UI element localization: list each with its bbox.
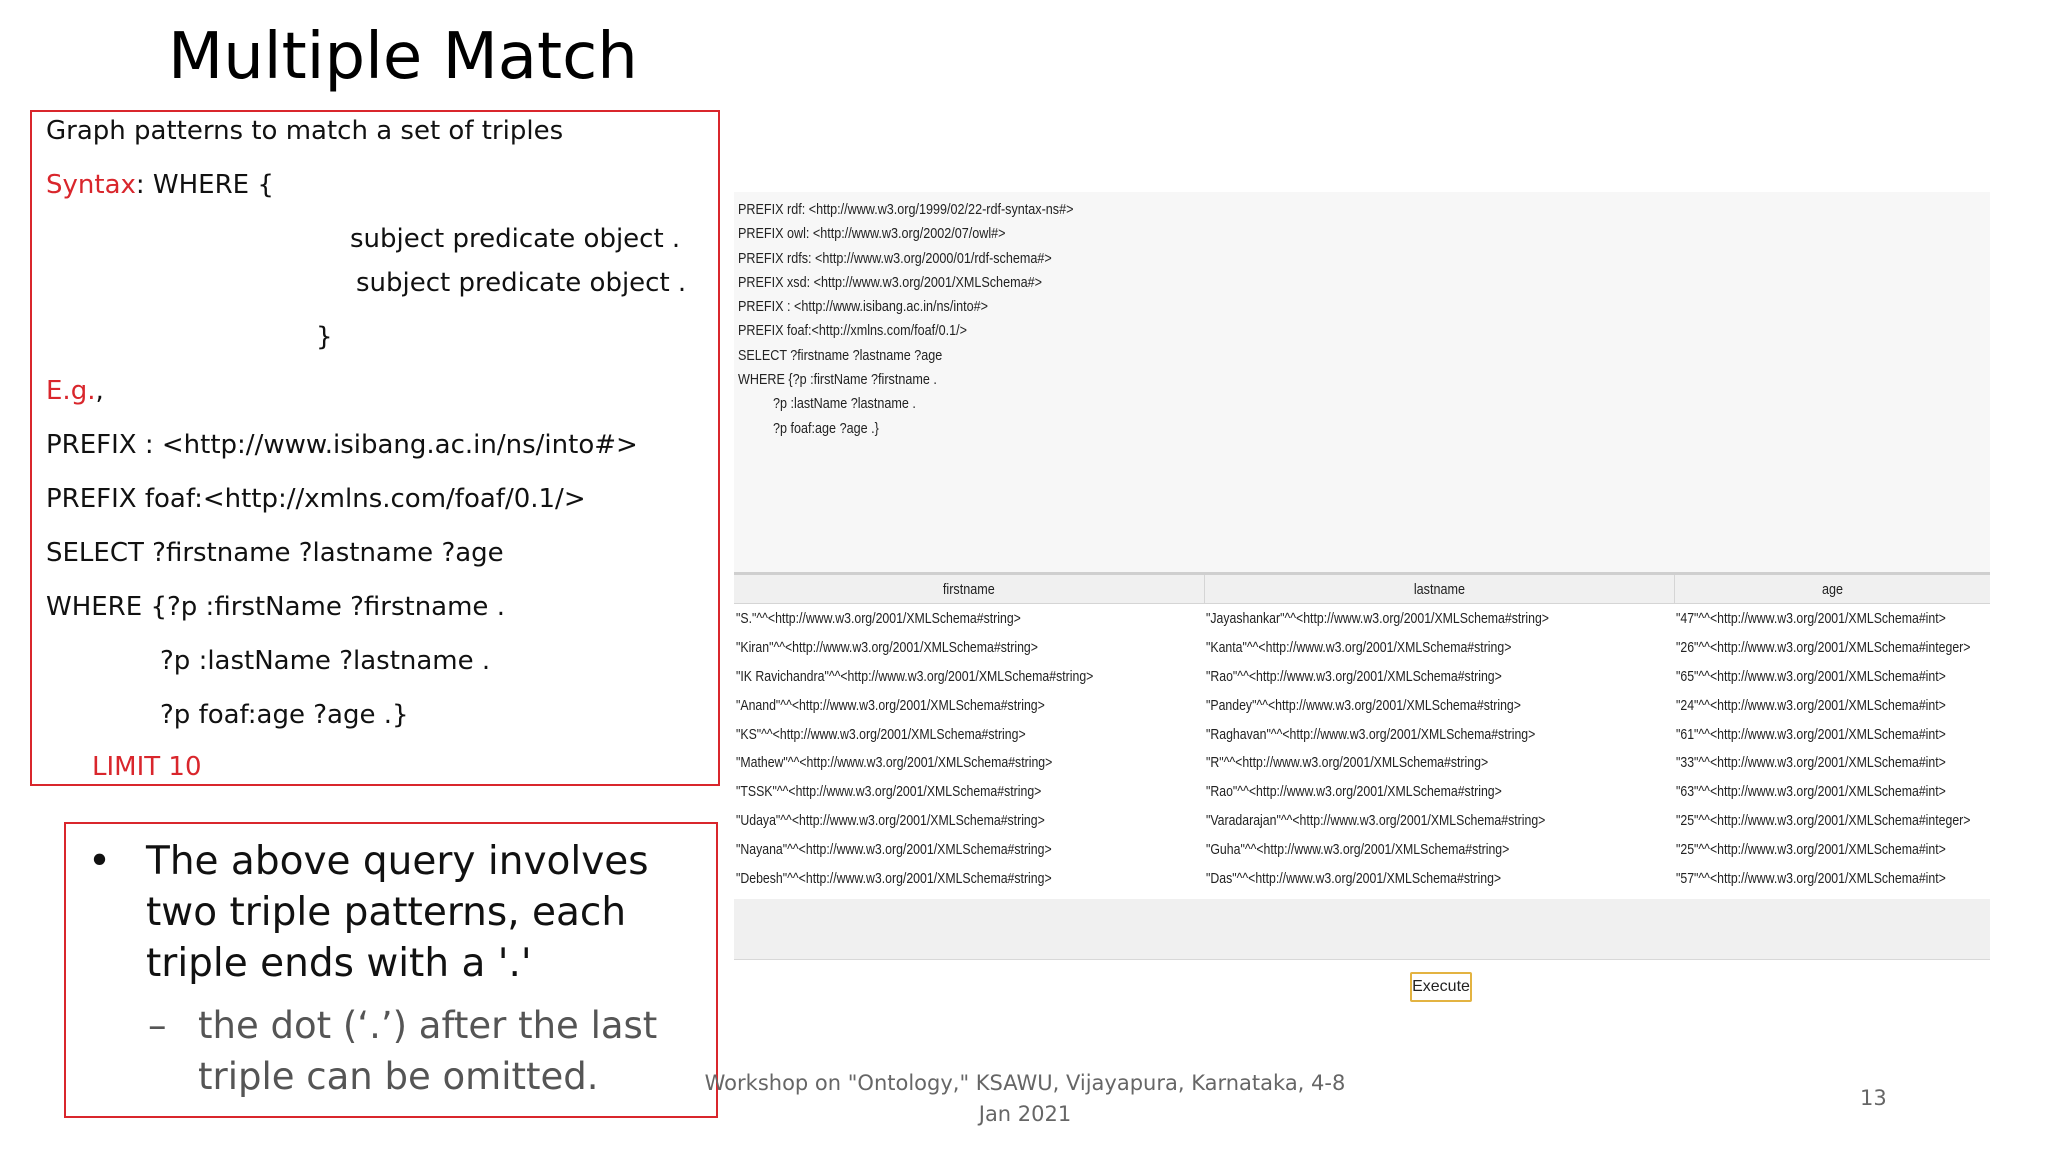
table-cell-firstname: "IK Ravichandra"^^<http://www.w3.org/2001/XMLSchema#string> bbox=[736, 667, 1094, 685]
table-cell-firstname: "KS"^^<http://www.w3.org/2001/XMLSchema#string> bbox=[736, 725, 1026, 743]
table-cell-firstname: "S."^^<http://www.w3.org/2001/XMLSchema#string> bbox=[736, 609, 1021, 627]
query-line: ?p :lastName ?lastname . bbox=[738, 395, 916, 413]
table-cell-lastname: "Jayashankar"^^<http://www.w3.org/2001/XMLSchema#string> bbox=[1206, 609, 1549, 627]
where-line-3: ?p foaf:age ?age .} bbox=[160, 700, 409, 730]
column-header-age[interactable]: age bbox=[1674, 575, 1990, 604]
query-line: PREFIX : <http://www.isibang.ac.in/ns/into#> bbox=[738, 298, 989, 316]
syntax-close-brace: } bbox=[316, 322, 333, 352]
query-line: PREFIX xsd: <http://www.w3.org/2001/XMLSchema#> bbox=[738, 273, 1042, 291]
table-row[interactable] bbox=[734, 835, 1990, 864]
table-cell-firstname: "Kiran"^^<http://www.w3.org/2001/XMLSchema#string> bbox=[736, 638, 1038, 656]
table-cell-lastname: "Raghavan"^^<http://www.w3.org/2001/XMLSchema#string> bbox=[1206, 725, 1536, 743]
table-row[interactable] bbox=[734, 691, 1990, 720]
slide-title: Multiple Match bbox=[168, 20, 638, 94]
note-box bbox=[64, 822, 718, 1118]
results-table bbox=[734, 575, 1990, 893]
results-empty-area bbox=[734, 899, 1990, 960]
execute-button[interactable]: Execute bbox=[1410, 972, 1472, 1002]
syntax-pattern-1: subject predicate object . bbox=[350, 224, 681, 254]
page-number: 13 bbox=[1860, 1086, 1887, 1110]
table-row[interactable] bbox=[734, 604, 1990, 633]
table-cell-lastname: "Guha"^^<http://www.w3.org/2001/XMLSchema#string> bbox=[1206, 841, 1510, 859]
syntax-label: Syntax bbox=[46, 170, 136, 200]
table-cell-age: "47"^^<http://www.w3.org/2001/XMLSchema#int> bbox=[1676, 609, 1946, 627]
where-line-1: WHERE {?p :firstName ?firstname . bbox=[46, 592, 505, 622]
table-cell-lastname: "Rao"^^<http://www.w3.org/2001/XMLSchema#string> bbox=[1206, 667, 1502, 685]
column-header-lastname[interactable]: lastname bbox=[1204, 575, 1674, 604]
table-row[interactable] bbox=[734, 720, 1990, 749]
query-line: PREFIX owl: <http://www.w3.org/2002/07/owl#> bbox=[738, 225, 1006, 243]
table-row[interactable] bbox=[734, 748, 1990, 777]
table-cell-age: "57"^^<http://www.w3.org/2001/XMLSchema#int> bbox=[1676, 869, 1946, 887]
query-example-box bbox=[30, 110, 720, 786]
table-row[interactable] bbox=[734, 777, 1990, 806]
bullet-item bbox=[78, 836, 698, 989]
query-line: PREFIX foaf:<http://xmlns.com/foaf/0.1/> bbox=[738, 322, 968, 340]
example-line bbox=[46, 376, 104, 406]
table-cell-age: "25"^^<http://www.w3.org/2001/XMLSchema#int> bbox=[1676, 841, 1946, 859]
prefix-foaf-line: PREFIX foaf:<http://xmlns.com/foaf/0.1/> bbox=[46, 484, 586, 514]
query-line: PREFIX rdfs: <http://www.w3.org/2000/01/rdf-schema#> bbox=[738, 249, 1052, 267]
example-comma: , bbox=[95, 376, 104, 406]
table-cell-lastname: "Rao"^^<http://www.w3.org/2001/XMLSchema#string> bbox=[1206, 783, 1502, 801]
table-row[interactable] bbox=[734, 633, 1990, 662]
table-row[interactable] bbox=[734, 662, 1990, 691]
table-cell-age: "63"^^<http://www.w3.org/2001/XMLSchema#int> bbox=[1676, 783, 1946, 801]
table-cell-age: "33"^^<http://www.w3.org/2001/XMLSchema#int> bbox=[1676, 754, 1946, 772]
table-cell-age: "26"^^<http://www.w3.org/2001/XMLSchema#integer> bbox=[1676, 638, 1971, 656]
table-cell-firstname: "Anand"^^<http://www.w3.org/2001/XMLSchema#string> bbox=[736, 696, 1045, 714]
slide-footer bbox=[700, 1068, 1350, 1130]
syntax-where: : WHERE { bbox=[135, 170, 274, 200]
sub-bullet-item bbox=[148, 1000, 688, 1102]
query-line: PREFIX rdf: <http://www.w3.org/1999/02/22-rdf-syntax-ns#> bbox=[738, 201, 1074, 218]
results-header-row bbox=[734, 575, 1990, 604]
table-cell-age: "24"^^<http://www.w3.org/2001/XMLSchema#int> bbox=[1676, 696, 1946, 714]
prefix-into-line: PREFIX : <http://www.isibang.ac.in/ns/into#> bbox=[46, 430, 638, 460]
table-cell-age: "25"^^<http://www.w3.org/2001/XMLSchema#integer> bbox=[1676, 812, 1971, 830]
table-cell-firstname: "Mathew"^^<http://www.w3.org/2001/XMLSchema#string> bbox=[736, 754, 1053, 772]
table-row[interactable] bbox=[734, 806, 1990, 835]
table-cell-firstname: "TSSK"^^<http://www.w3.org/2001/XMLSchema#string> bbox=[736, 783, 1042, 801]
intro-text: Graph patterns to match a set of triples bbox=[46, 116, 564, 146]
footer-line-2: Jan 2021 bbox=[978, 1102, 1072, 1126]
column-header-firstname[interactable]: firstname bbox=[734, 575, 1204, 604]
limit-line: LIMIT 10 bbox=[92, 752, 202, 782]
table-cell-age: "65"^^<http://www.w3.org/2001/XMLSchema#int> bbox=[1676, 667, 1946, 685]
table-cell-firstname: "Udaya"^^<http://www.w3.org/2001/XMLSchema#string> bbox=[736, 812, 1045, 830]
sparql-query-screenshot bbox=[734, 192, 1990, 1002]
query-line: WHERE {?p :firstName ?firstname . bbox=[738, 371, 937, 389]
table-cell-lastname: "Das"^^<http://www.w3.org/2001/XMLSchema#string> bbox=[1206, 869, 1502, 887]
table-cell-lastname: "R"^^<http://www.w3.org/2001/XMLSchema#string> bbox=[1206, 754, 1489, 772]
query-line: ?p foaf:age ?age .} bbox=[738, 419, 879, 437]
table-cell-lastname: "Pandey"^^<http://www.w3.org/2001/XMLSchema#string> bbox=[1206, 696, 1521, 714]
where-line-2: ?p :lastName ?lastname . bbox=[160, 646, 491, 676]
sub-bullet-text: the dot (‘.’) after the last triple can be omitted. bbox=[198, 1004, 658, 1098]
footer-line-1: Workshop on "Ontology," KSAWU, Vijayapura, Karnataka, 4-8 bbox=[704, 1071, 1346, 1095]
table-cell-age: "61"^^<http://www.w3.org/2001/XMLSchema#int> bbox=[1676, 725, 1946, 743]
syntax-pattern-2: subject predicate object . bbox=[356, 268, 687, 298]
syntax-line bbox=[46, 170, 274, 200]
sub-bullet-marker: – bbox=[148, 1004, 167, 1047]
table-cell-firstname: "Debesh"^^<http://www.w3.org/2001/XMLSchema#string> bbox=[736, 869, 1052, 887]
example-label: E.g. bbox=[46, 376, 96, 406]
select-line: SELECT ?firstname ?lastname ?age bbox=[46, 538, 504, 568]
query-line: SELECT ?firstname ?lastname ?age bbox=[738, 346, 943, 364]
table-cell-firstname: "Nayana"^^<http://www.w3.org/2001/XMLSchema#string> bbox=[736, 841, 1052, 859]
table-row[interactable] bbox=[734, 864, 1990, 893]
query-editor[interactable] bbox=[738, 198, 1137, 441]
table-cell-lastname: "Kanta"^^<http://www.w3.org/2001/XMLSchema#string> bbox=[1206, 638, 1512, 656]
table-cell-lastname: "Varadarajan"^^<http://www.w3.org/2001/XMLSchema#string> bbox=[1206, 812, 1546, 830]
results-table-panel bbox=[734, 572, 1990, 1091]
bullet-text: The above query involves two triple patterns, each triple ends with a '.' bbox=[146, 839, 649, 986]
bullet-marker: • bbox=[88, 839, 112, 884]
